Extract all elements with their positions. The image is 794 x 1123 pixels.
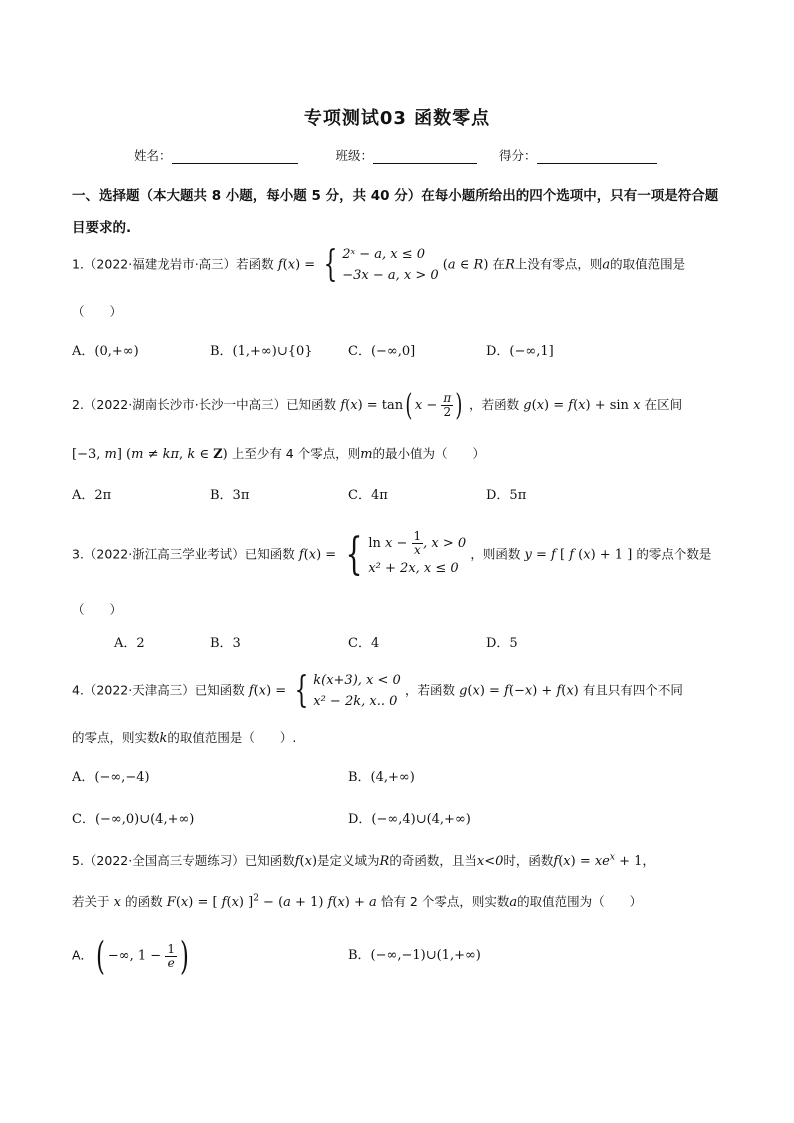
question-3-option-d[interactable]: D．5 <box>486 636 518 651</box>
question-4-option-a[interactable]: A．(−∞,−4) <box>72 770 150 785</box>
name-label: 姓名： <box>134 148 172 163</box>
question-2-option-a[interactable]: A．2π <box>72 488 112 503</box>
student-info-row <box>134 146 657 164</box>
question-3-option-a[interactable]: A．2 <box>114 636 145 651</box>
question-3-option-c[interactable]: C．4 <box>348 636 380 651</box>
pi-over-2-fraction: $\frac{\pi}{2}$ <box>443 391 452 419</box>
question-1-stem: 1.（2022·福建龙岩市·高三）若函数 f(x) = { 2ˣ − a, x ≤ 0 −3x − a, x > 0 (a ∈ R) 在R上没有零点，则a的取值范围是 <box>72 244 686 285</box>
score-label: 得分： <box>499 148 537 163</box>
question-5-option-a[interactable]: A．( −∞, 1 − $\frac{1}{e}$ ) <box>72 934 189 978</box>
question-4-option-d[interactable]: D．(−∞,4)∪(4,+∞) <box>348 812 471 827</box>
question-2-option-d[interactable]: D．5π <box>486 488 527 503</box>
question-4-stem-line2: 的零点，则实数k的取值范围是（ ）. <box>72 730 297 746</box>
score-blank[interactable] <box>537 149 657 164</box>
page-title: 专项测试03 函数零点 <box>303 108 491 129</box>
question-5-stem-line2: 若关于 x 的函数 F(x) = [ f(x) ]$^2$ − (a + 1) f(x) + a 恰有 2 个零点，则实数a的取值范围为（ ） <box>72 893 643 910</box>
question-1-answer-paren: （ ） <box>72 304 123 319</box>
class-blank[interactable] <box>373 149 477 164</box>
question-1-option-a[interactable]: A．(0,+∞) <box>72 344 139 359</box>
question-2-option-b[interactable]: B．3π <box>210 488 250 503</box>
question-4-option-c[interactable]: C．(−∞,0)∪(4,+∞) <box>72 812 195 827</box>
class-label: 班级： <box>335 148 374 163</box>
question-1-option-c[interactable]: C．(−∞,0] <box>348 344 416 359</box>
question-3-option-b[interactable]: B．3 <box>210 636 241 651</box>
question-4-piecewise: k(x+3), x < 0 x² − 2k, x.. 0 <box>313 673 401 709</box>
question-1-piecewise: 2ˣ − a, x ≤ 0 −3x − a, x > 0 <box>342 247 439 283</box>
question-3-answer-paren: （ ） <box>72 602 123 617</box>
question-2-stem: 2.（2022·湖南长沙市·长沙一中高三）已知函数 f(x) = tan( x − $\frac{\pi}{2}$ ) ，若函数 g(x) = f(x) + sin x 在区间 <box>72 388 683 423</box>
question-2-option-c[interactable]: C．4π <box>348 488 388 503</box>
question-5-option-b[interactable]: B．(−∞,−1)∪(1,+∞) <box>348 948 481 963</box>
name-blank[interactable] <box>172 149 298 164</box>
question-4-stem: 4.（2022·天津高三）已知函数 f(x) = { k(x+3), x < 0 x² − 2k, x.. 0 ，若函数 g(x) = f(−x) + f(x) 有且只有四个不同 <box>72 670 683 711</box>
question-4-option-b[interactable]: B．(4,+∞) <box>348 770 415 785</box>
question-1-option-b[interactable]: B．(1,+∞)∪{0} <box>210 344 313 359</box>
question-3-stem: 3.（2022·浙江高三学业考试）已知函数 f(x) = { ln x − $\frac{1}{x}$ , x > 0 x² + 2x, x ≤ 0 ，则函数 y = f [ f (x) + 1 ] 的零点个数是 <box>72 529 712 580</box>
question-1-option-d[interactable]: D．(−∞,1] <box>486 344 554 359</box>
question-3-piecewise: ln x − $\frac{1}{x}$ , x > 0 x² + 2x, x ≤ 0 <box>368 529 467 576</box>
section-heading: 一、选择题（本大题共 8 小题，每小题 5 分，共 40 分）在每小题所给出的四个选项中，只有一项是符合题目要求的. <box>72 188 719 236</box>
question-5-stem: 5.（2022·全国高三专题练习）已知函数f(x)是定义域为R的奇函数，且当x<0时，函数$f(x) = xe^x + 1$， <box>72 852 656 869</box>
question-2-stem-line2: [−3, m] (m ≠ kπ, k ∈ Z) 上至少有 4 个零点，则m的最小值为（ ） <box>72 446 486 462</box>
